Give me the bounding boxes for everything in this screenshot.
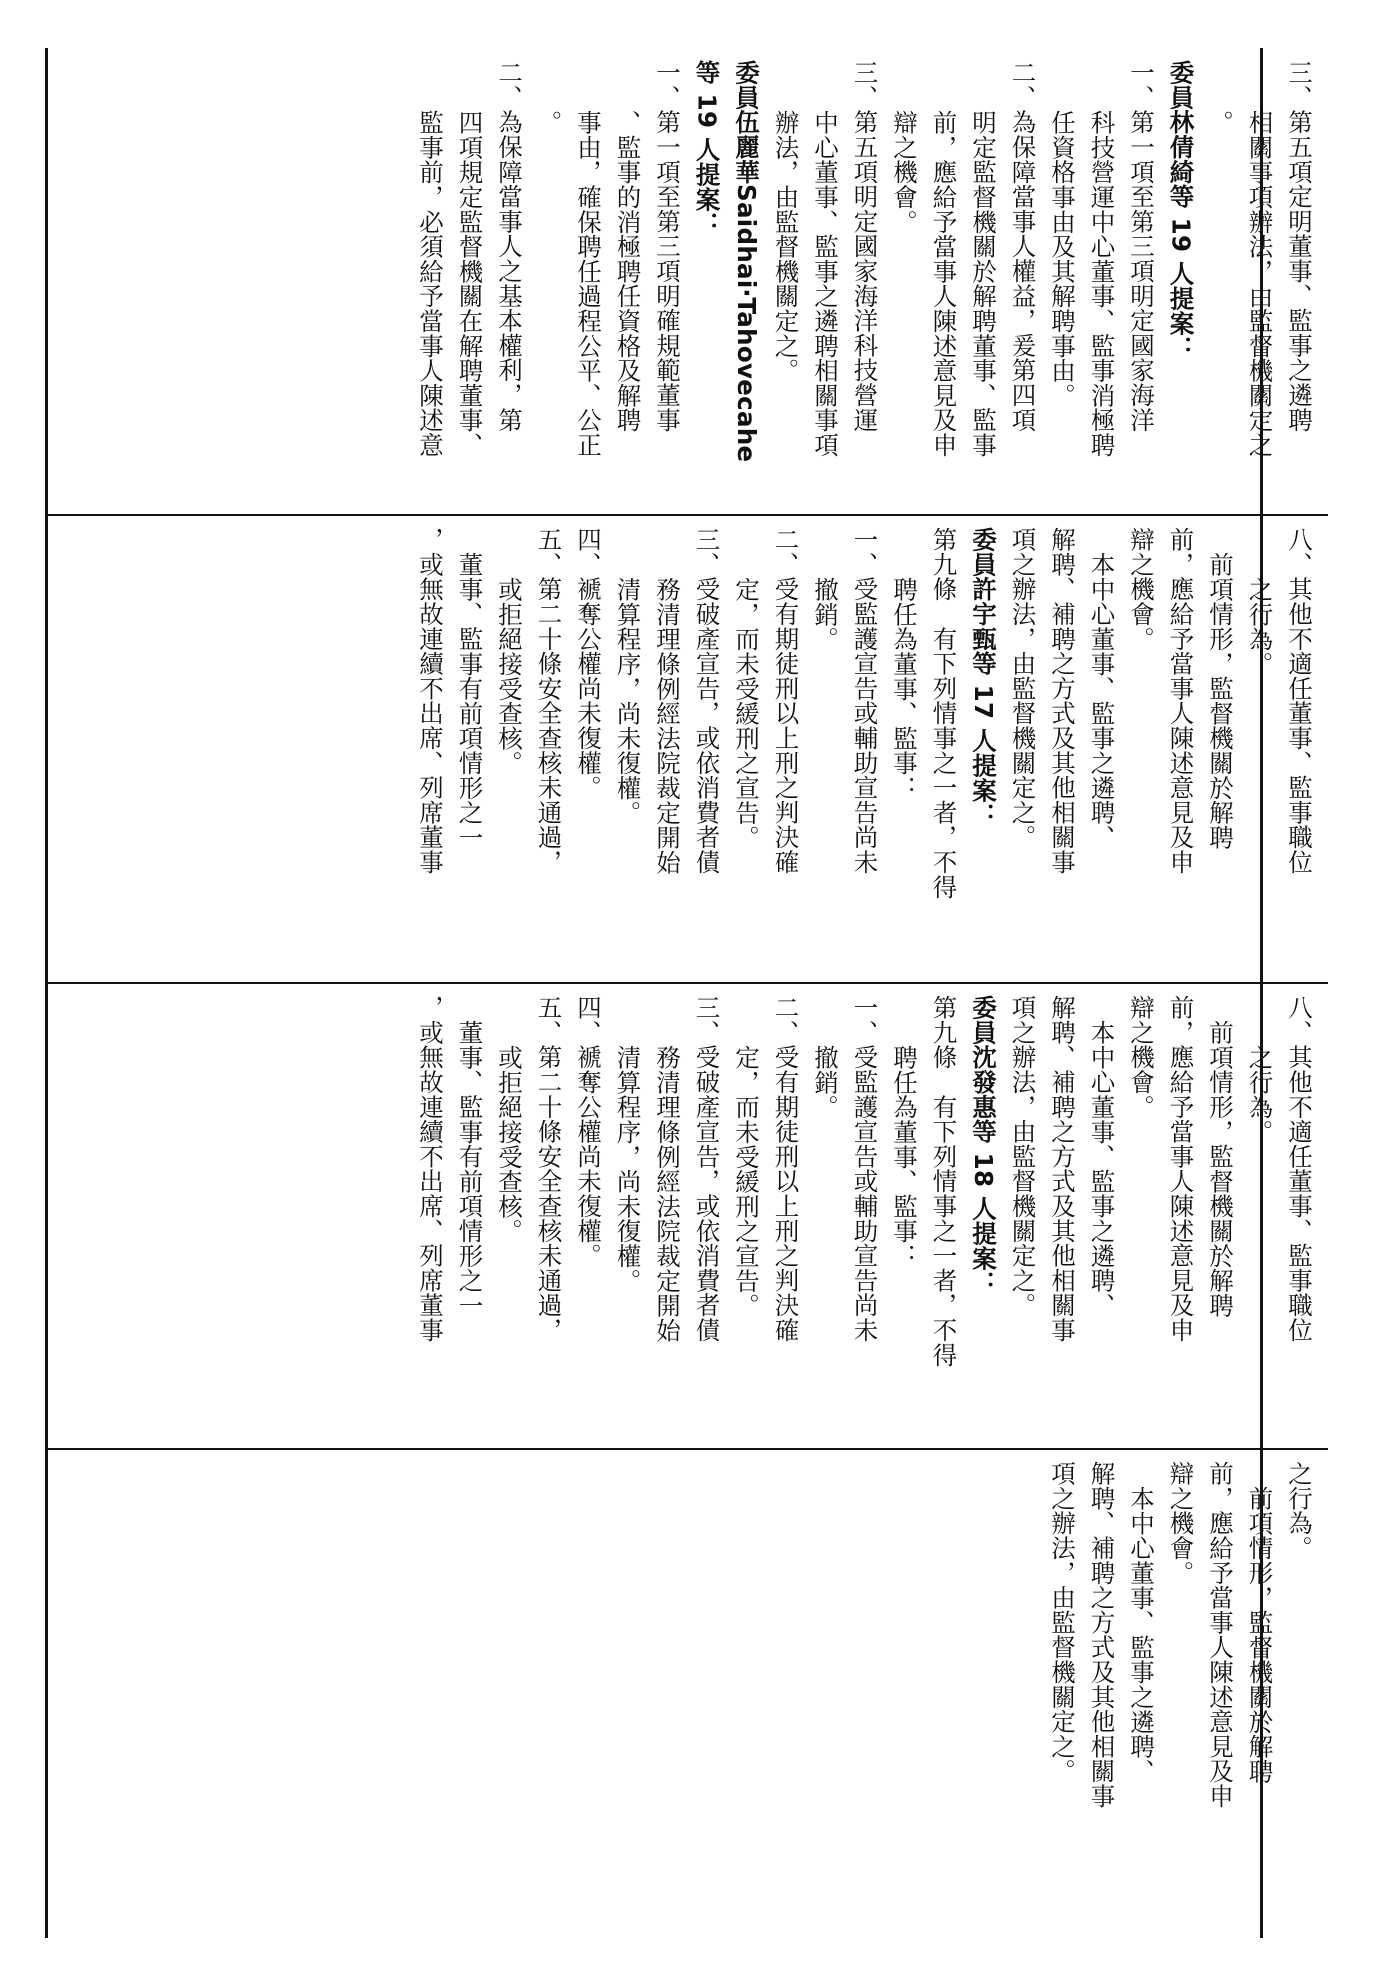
text-column <box>927 527 961 972</box>
bottom-border-rule <box>45 48 48 1938</box>
text-column <box>492 60 526 505</box>
text-column <box>532 995 566 1440</box>
text-line: 定，而未受緩刑之宣告。 <box>732 577 761 850</box>
text-column <box>1085 60 1119 505</box>
text-column <box>848 60 882 505</box>
text-column <box>927 995 961 1440</box>
text-line: 或拒絕接受查核。 <box>495 577 524 776</box>
text-line: 本中心董事、監事之遴聘、 <box>1087 552 1117 850</box>
text-line: 二、為保障當事人權益，爰第四項 <box>1008 60 1038 432</box>
text-line: 三、受破產宣告，或依消費者債 <box>692 527 722 875</box>
text-line: 明定監督機關於解聘董事、監事 <box>969 110 998 458</box>
text-line: 辦法，由監督機關定之。 <box>771 110 801 383</box>
text-line: 。 <box>534 110 564 135</box>
text-line: 第九條 有下列情事之一者，不得 <box>929 527 959 899</box>
text-column <box>1045 1461 1079 1906</box>
text-line: 相關事項辦法，由監督機關定之 <box>1245 110 1275 458</box>
text-line: 四、褫奪公權尚未復權。 <box>574 995 603 1268</box>
text-column <box>1203 995 1237 1440</box>
text-column <box>1282 527 1316 972</box>
text-line: 項之辦法，由監督機關定之。 <box>1008 995 1038 1318</box>
text-line: 辯之機會。 <box>1166 1461 1196 1585</box>
band-divider-1 <box>48 514 1328 516</box>
text-line: ，或無故連續不出席、列席董事 <box>416 995 445 1343</box>
text-line: 定，而未受緩刑之宣告。 <box>732 1045 761 1318</box>
text-line: 解聘、補聘之方式及其他相關事 <box>1048 995 1077 1343</box>
text-column <box>966 995 1000 1440</box>
text-line: 解聘、補聘之方式及其他相關事 <box>1087 1461 1117 1809</box>
proposal-heading: 委員林倩綺等 19 人提案： <box>1166 60 1196 361</box>
text-line: 本中心董事、監事之遴聘、 <box>1087 1020 1117 1318</box>
text-column <box>1045 60 1079 505</box>
text-band <box>106 527 1316 972</box>
text-column <box>808 527 842 972</box>
text-line: 一、第一項至第三項明確規範董事 <box>653 60 682 432</box>
text-column <box>1164 1461 1198 1906</box>
text-line: 任資格事由及其解聘事由。 <box>1048 110 1077 408</box>
text-line: 項之辦法，由監督機關定之。 <box>1008 527 1038 850</box>
text-line: 三、受破產宣告，或依消費者債 <box>692 995 722 1343</box>
text-line: 監事前，必須給予當事人陳述意 <box>416 110 445 458</box>
text-column <box>1045 995 1079 1440</box>
text-line: 或拒絕接受查核。 <box>495 1045 524 1244</box>
text-column <box>1243 1461 1277 1906</box>
text-line: 三、第五項明定國家海洋科技營運 <box>850 60 880 432</box>
text-line: 聘任為董事、監事： <box>890 577 919 801</box>
text-column <box>1124 527 1158 972</box>
text-column <box>571 527 605 972</box>
text-column <box>690 527 724 972</box>
text-column <box>532 527 566 972</box>
band-divider-3 <box>48 1448 1328 1450</box>
text-column <box>413 995 447 1440</box>
text-column <box>1006 995 1040 1440</box>
text-column <box>453 60 487 505</box>
text-line: 項之辦法，由監督機關定之。 <box>1048 1461 1077 1784</box>
band-divider-2 <box>48 982 1328 984</box>
proposal-heading: 委員沈發惠等 18 人提案： <box>969 995 998 1296</box>
text-column <box>1124 995 1158 1440</box>
text-column <box>1243 995 1277 1440</box>
text-line: 二、受有期徒刑以上刑之判決確 <box>771 995 801 1343</box>
text-line: 聘任為董事、監事： <box>890 1045 919 1269</box>
text-column <box>453 995 487 1440</box>
text-column <box>1203 60 1237 505</box>
text-column <box>808 60 842 505</box>
text-line: 前，應給予當事人陳述意見及申 <box>1166 527 1196 875</box>
text-column <box>966 60 1000 505</box>
text-line: 前，應給予當事人陳述意見及申 <box>1206 1461 1235 1809</box>
text-column <box>650 527 684 972</box>
text-column <box>1164 527 1198 972</box>
text-band <box>106 1461 1316 1906</box>
text-column <box>690 60 724 505</box>
text-line: 第九條 有下列情事之一者，不得 <box>929 995 959 1367</box>
text-line: 五、第二十條安全查核未通過， <box>534 527 564 875</box>
text-column <box>1085 995 1119 1440</box>
text-line: 務清理條例經法院裁定開始 <box>653 577 682 875</box>
text-line: ，或無故連續不出席、列席董事 <box>416 527 445 875</box>
text-line: 董事、監事有前項情形之一 <box>455 1020 485 1318</box>
text-line: 。 <box>1206 110 1235 135</box>
text-column <box>729 527 763 972</box>
text-line: 前，應給予當事人陳述意見及申 <box>1166 995 1196 1343</box>
text-column <box>413 60 447 505</box>
text-line: 八、其他不適任董事、監事職位 <box>1285 527 1314 875</box>
text-band <box>106 60 1316 505</box>
text-column <box>571 60 605 505</box>
text-line: 撤銷。 <box>811 577 840 652</box>
text-column <box>887 527 921 972</box>
text-column <box>611 527 645 972</box>
text-column <box>1243 527 1277 972</box>
text-column <box>1282 995 1316 1440</box>
text-column <box>1124 1461 1158 1906</box>
text-column <box>1006 60 1040 505</box>
text-column <box>690 995 724 1440</box>
text-column <box>887 995 921 1440</box>
text-line: 、監事的消極聘任資格及解聘 <box>613 110 643 433</box>
text-column <box>927 60 961 505</box>
proposal-heading: 等 19 人提案： <box>692 60 722 237</box>
text-column <box>1045 527 1079 972</box>
text-column <box>571 995 605 1440</box>
text-column <box>492 527 526 972</box>
text-line: 八、其他不適任董事、監事職位 <box>1285 995 1314 1343</box>
text-line: 辯之機會。 <box>1127 995 1156 1119</box>
text-line: 科技營運中心董事、監事消極聘 <box>1087 110 1117 458</box>
text-column <box>1243 60 1277 505</box>
text-column <box>848 995 882 1440</box>
text-column <box>611 995 645 1440</box>
text-column <box>808 995 842 1440</box>
text-line: 五、第二十條安全查核未通過， <box>534 995 564 1343</box>
text-column <box>532 60 566 505</box>
text-column <box>650 60 684 505</box>
text-column <box>769 527 803 972</box>
text-line: 前，應給予當事人陳述意見及申 <box>929 110 959 458</box>
text-line: 解聘、補聘之方式及其他相關事 <box>1048 527 1077 875</box>
text-line: 辯之機會。 <box>890 110 919 234</box>
text-column <box>492 995 526 1440</box>
text-line: 董事、監事有前項情形之一 <box>455 552 485 850</box>
text-line: 之行為。 <box>1245 1045 1275 1145</box>
text-line: 前項情形，監督機關於解聘 <box>1245 1486 1275 1784</box>
text-band <box>106 995 1316 1440</box>
text-column <box>887 60 921 505</box>
text-line: 一、第一項至第三項明定國家海洋 <box>1127 60 1156 432</box>
text-column <box>1085 527 1119 972</box>
text-line: 之行為。 <box>1285 1461 1314 1561</box>
text-column <box>1282 60 1316 505</box>
text-column <box>769 60 803 505</box>
text-column <box>1006 527 1040 972</box>
text-column <box>453 527 487 972</box>
text-line: 前項情形，監督機關於解聘 <box>1206 1020 1235 1318</box>
proposal-heading: 委員許宇甄等 17 人提案： <box>969 527 998 828</box>
text-line: 一、受監護宣告或輔助宣告尚未 <box>850 995 880 1343</box>
text-column <box>1282 1461 1316 1906</box>
text-column <box>966 527 1000 972</box>
text-line: 三、第五項定明董事、監事之遴聘 <box>1285 60 1314 432</box>
text-line: 本中心董事、監事之遴聘、 <box>1127 1486 1156 1784</box>
text-column <box>1124 60 1158 505</box>
proposal-heading: 委員伍麗華Saidhai‧Tahovecahe <box>732 60 761 463</box>
text-column <box>729 60 763 505</box>
text-column <box>611 60 645 505</box>
text-line: 務清理條例經法院裁定開始 <box>653 1045 682 1343</box>
text-column <box>1164 60 1198 505</box>
text-line: 事由，確保聘任過程公平、公正 <box>574 110 603 458</box>
text-column <box>769 995 803 1440</box>
text-line: 二、受有期徒刑以上刑之判決確 <box>771 527 801 875</box>
text-line: 二、為保障當事人之基本權利，第 <box>495 60 524 432</box>
text-line: 中心董事、監事之遴聘相關事項 <box>811 110 840 458</box>
text-line: 四項規定監督機關在解聘董事、 <box>455 110 485 458</box>
text-line: 前項情形，監督機關於解聘 <box>1206 552 1235 850</box>
text-line: 一、受監護宣告或輔助宣告尚未 <box>850 527 880 875</box>
text-line: 之行為。 <box>1245 577 1275 677</box>
text-column <box>1203 1461 1237 1906</box>
text-column <box>848 527 882 972</box>
text-line: 辯之機會。 <box>1127 527 1156 651</box>
text-column <box>1164 995 1198 1440</box>
text-column <box>413 527 447 972</box>
text-line: 四、褫奪公權尚未復權。 <box>574 527 603 800</box>
text-column <box>1085 1461 1119 1906</box>
text-line: 清算程序，尚未復權。 <box>613 577 643 825</box>
text-column <box>1203 527 1237 972</box>
text-column <box>650 995 684 1440</box>
text-line: 清算程序，尚未復權。 <box>613 1045 643 1293</box>
text-line: 撤銷。 <box>811 1045 840 1120</box>
text-column <box>729 995 763 1440</box>
